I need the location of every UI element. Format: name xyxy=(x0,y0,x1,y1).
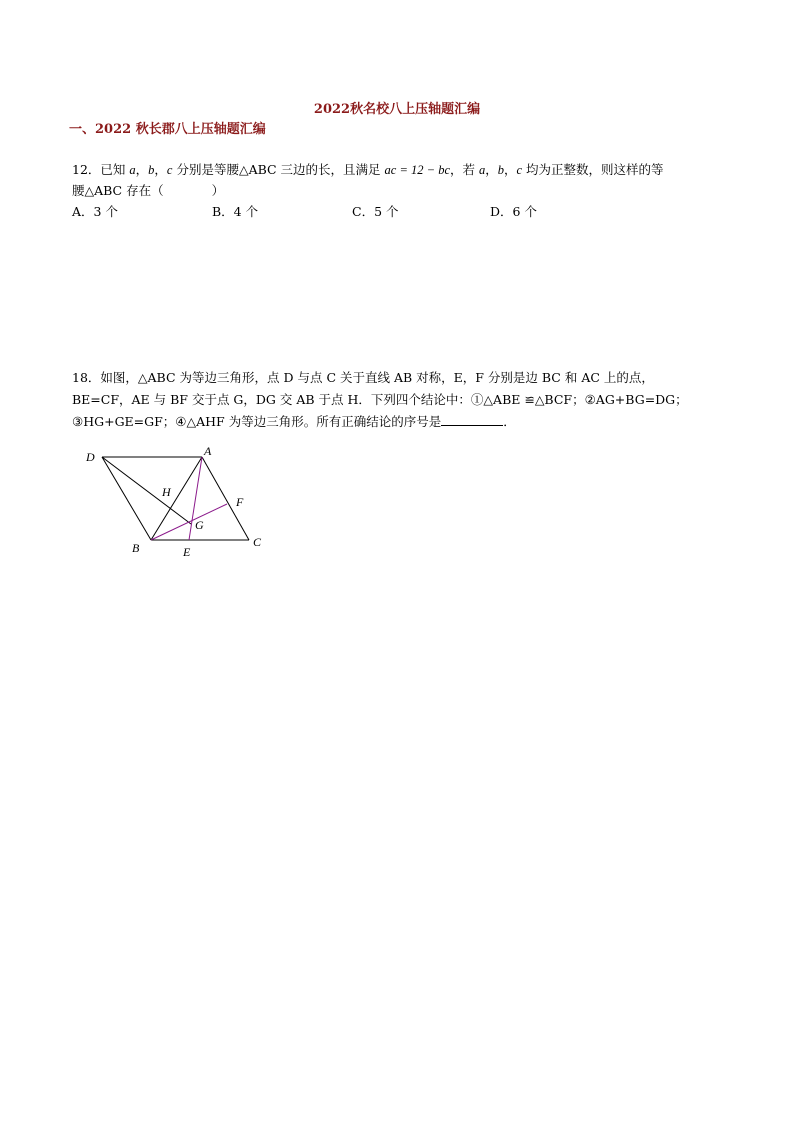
question-12-line-2: 腰△ABC 存在（ ） xyxy=(72,183,225,198)
label-D: D xyxy=(86,450,95,464)
question-18-line-2: BE=CF，AE 与 BF 交于点 G，DG 交 AB 于点 H．下列四个结论中：①△ABE ≌△BCF；②AG+BG=DG； xyxy=(72,392,688,407)
option-c: C．5 个 xyxy=(352,204,399,219)
segment-DG xyxy=(102,457,191,524)
answer-blank xyxy=(441,413,503,426)
section-heading: 一、2022 秋长郡八上压轴题汇编 xyxy=(69,122,266,137)
document-title: 2022秋名校八上压轴题汇编 xyxy=(313,102,481,117)
label-G: G xyxy=(195,518,204,532)
option-b: B．4 个 xyxy=(212,204,259,219)
label-F: F xyxy=(236,495,244,509)
segment-DB xyxy=(102,457,151,540)
option-a: A．3 个 xyxy=(72,204,118,219)
question-12-line-1: 12．已知 a，b，c 分别是等腰△ABC 三边的长，且满足 ac = 12 − bc，若 a，b，c 均为正整数，则这样的等 xyxy=(72,162,664,177)
question-18-line-1: 18．如图，△ABC 为等边三角形，点 D 与点 C 关于直线 AB 对称，E，F 分别是边 BC 和 AC 上的点， xyxy=(72,370,654,385)
label-C: C xyxy=(253,535,262,549)
label-H: H xyxy=(162,485,171,499)
geometry-figure xyxy=(78,440,278,565)
label-B: B xyxy=(132,541,140,555)
option-d: D．6 个 xyxy=(490,204,537,219)
question-18-line-3: ③HG+GE=GF；④△AHF 为等边三角形。所有正确结论的序号是 ． xyxy=(72,414,516,429)
label-A: A xyxy=(204,444,212,458)
label-E: E xyxy=(183,545,191,559)
equation: ac = 12 − bc xyxy=(384,163,450,177)
